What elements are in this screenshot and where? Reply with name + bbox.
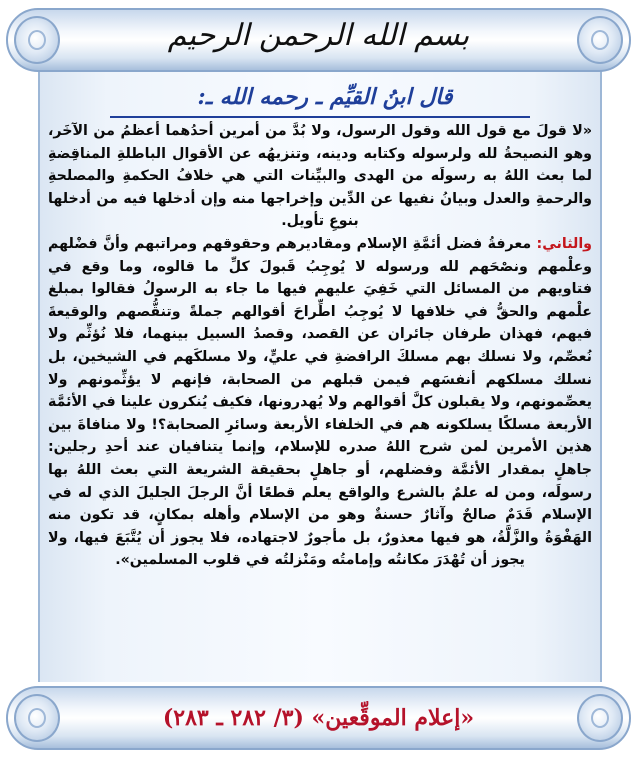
- quote-paragraph-1: «لا قولَ مع قول الله وقول الرسول، ولا بُدَّ من أمرين أحدُهما أعظمُ من الآخَر، وهو النصيحةُ لله ولرسوله وكتابه ودينه، وتنزيهُه عن الأقوال الباطلةِ المناقِضةِ لما بعث اللهُ به رسولَه من الهدى والبيِّنات التي هي خلافُ الحكمةِ والمصلحةِ والرحمةِ والعدل وبيانُ نفيها عن الدِّين وإخراجها منه وإن أدخلها فيه من أدخلها بنوعِ تأويل.: [48, 123, 592, 230]
- basmala-calligraphy: بسم الله الرحمن الرحيم: [167, 18, 470, 53]
- heading-underline: [110, 116, 530, 118]
- source-citation: «إعلام الموقِّعين» (٣/ ٢٨٢ ـ ٢٨٣): [162, 705, 475, 731]
- quote-heading: قال ابنُ القيِّم ـ رحمه الله ـ:: [197, 84, 453, 110]
- quote-paragraph-2-text: معرفةُ فضل أئمَّةِ الإسلام ومقاديرهم وحقوقهم ومراتبهم وأنَّ فضْلهم وعلْمهم ونصْحَهم لله ورسوله لا يُوجِبُ قَبولَ كلِّ ما قالوه، وما وقع في فتاويهم من المسائل التي خَفِيَ عليهم فيها ما جاء به الرسولُ فقالوا بمبلغ علْمهم والحقُّ في خلافها لا يُوجِبُ اطِّراحَ أقوالهم جملةً وتنقُّصهم والوقيعةَ فيهم، فهذان طرفان جائران عن القصد، وقصدُ السبيل بينهما، فلا نُؤثِّم ولا نُعصِّم، ولا نسلك بهم مسلكَ الرافضةِ في عليٍّ، ولا مسلكَهم في الشيخين، بل نسلك مسلكهم أنفسَهم فيمن قبلهم من الصحابة، فإنهم لا يؤثِّمونهم ولا يعصِّمونهم، ولا يقبلون كلَّ أقوالهم ولا يُهدرونها، فكيف يُنكرون علينا في الأئمَّة الأربعة مسلكًا يسلكونه هم في الخلفاء الأربعة وسائرِ الصحابة؟! ولا منافاةَ بين هذين الأمرين لمن شرح اللهُ صدره للإسلام، وإنما يتنافيان عند أحدِ رجلين: جاهلٍ بمقدار الأئمَّة وفضلهم، أو جاهلٍ بحقيقة الشريعة التي بعث اللهُ بها رسولَه، ومن له علمٌ بالشرع والواقع يعلم قطعًا أنَّ الرجلَ الجليلَ الذي له في الإسلام قَدَمٌ صالحٌ وآثارٌ حسنةٌ وهو من الإسلام وأهله بمكانٍ، قد تكون منه الهَفْوَةُ والزَّلَّةُ، هو فيها معذورٌ، بل مأجورٌ لاجتهاده، فلا يجوز أن يُتَّبَعَ فيها، ولا يجوز أن تُهْدَرَ مكانتُه وإمامتُه ومَنْزلتُه في قلوب المسلمين».: [48, 235, 592, 569]
- second-point-label: والثاني:: [536, 235, 592, 252]
- quote-body: [48, 120, 592, 572]
- quote-paragraph-2: [48, 233, 592, 572]
